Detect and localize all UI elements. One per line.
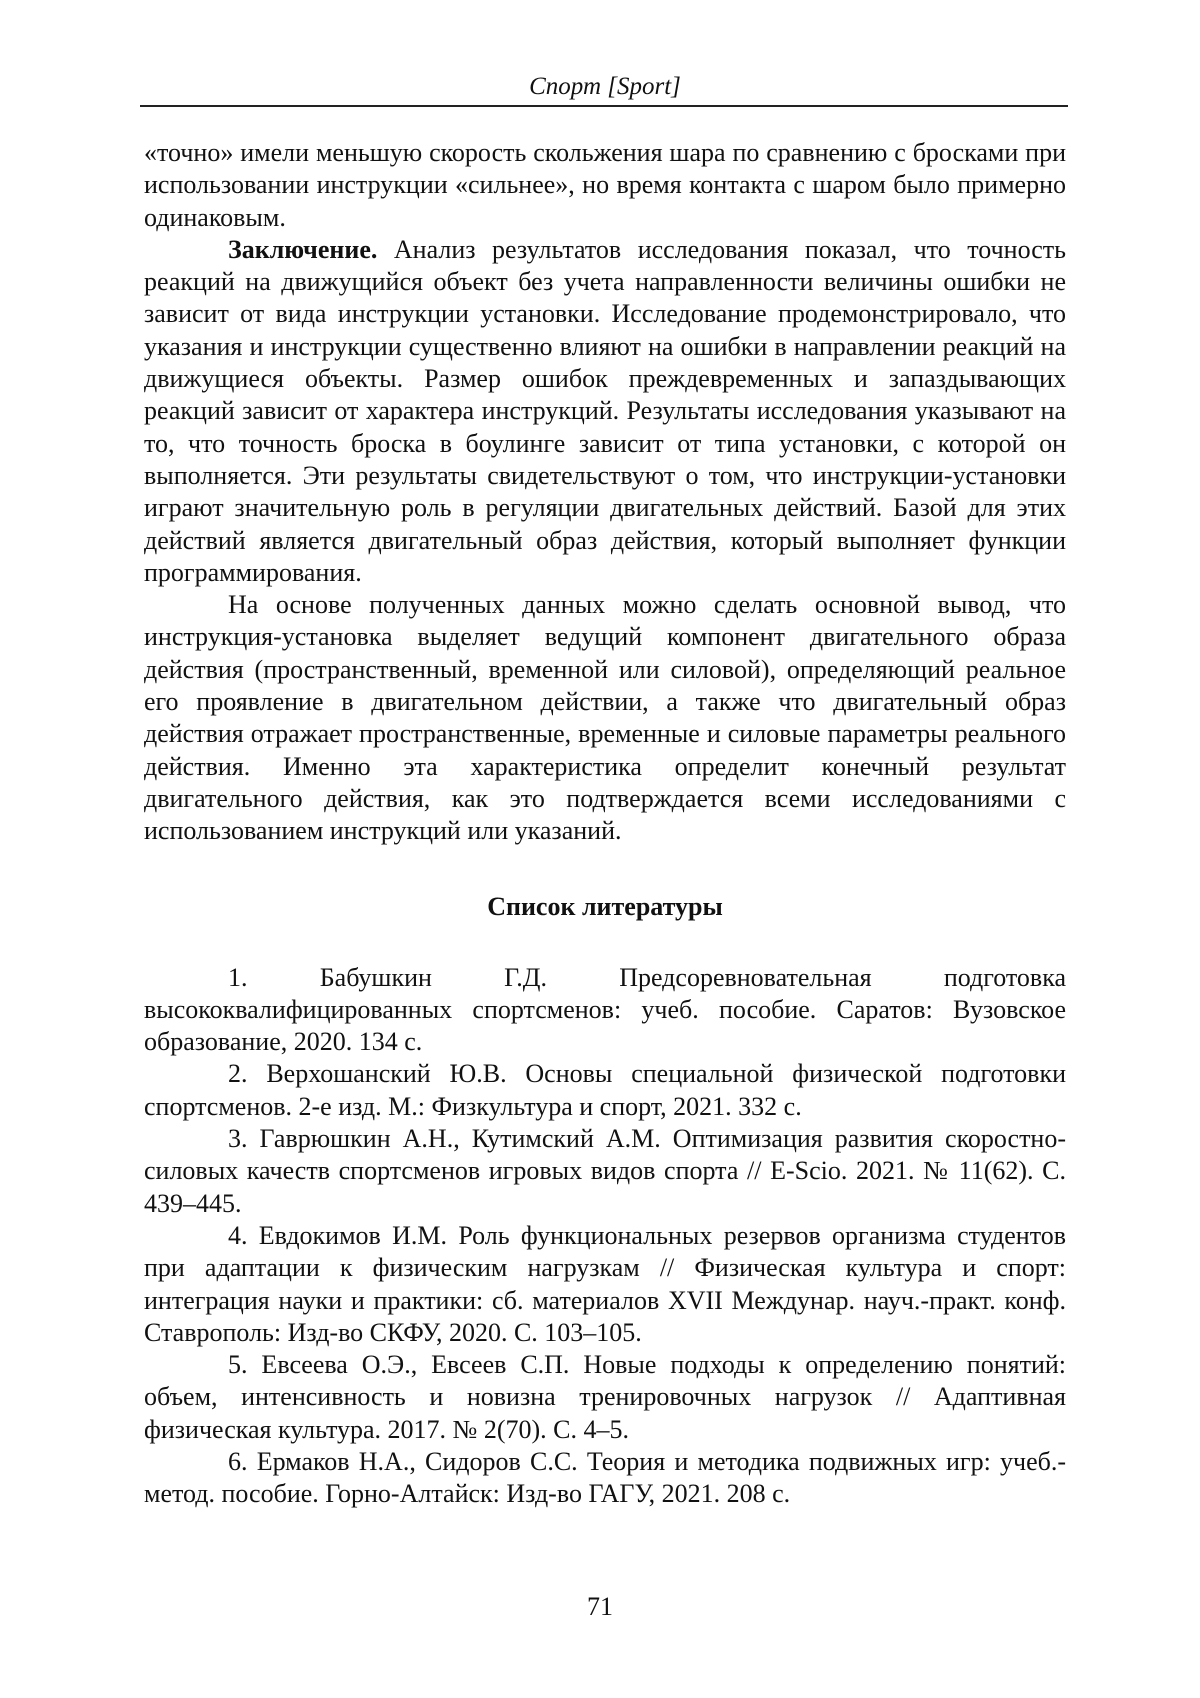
conclusion-heading: Заключение.	[228, 234, 378, 264]
reference-item: 6. Ермаков Н.А., Сидоров С.С. Теория и методика подвижных игр: учеб.-метод. пособие. Горно-Алтайск: Изд-во ГАГУ, 2021. 208 с.	[144, 1446, 1066, 1509]
reference-item: 2. Верхошанский Ю.В. Основы специальной физической подготовки спортсменов. 2-е изд. М.: Физкультура и спорт, 2021. 332 с.	[144, 1059, 1066, 1121]
running-title: Спорт [Sport]	[529, 73, 681, 100]
article-body	[144, 137, 1066, 1511]
references-title: Список литературы	[487, 891, 723, 921]
reference-item: 5. Евсеева О.Э., Евсеев С.П. Новые подходы к определению понятий: объем, интенсивность и новизна тренировочных нагрузок // Адаптивная физическая культура. 2017. № 2(70). С. 4–5.	[144, 1350, 1066, 1444]
reference-item: 1. Бабушкин Г.Д. Предсоревновательная подготовка высококвалифицированных спортсменов: учеб. пособие. Саратов: Вузовское образование, 2020. 134 с.	[144, 962, 1066, 1057]
main-conclusion-paragraph: На основе полученных данных можно сделать основной вывод, что инструкция-установка выделяет ведущий компонент двигательного образа действия (пространственный, временной или силовой), определяющий реальное его проявление в двигательном действии, а также что двигательный образ действия отражает пространственные, временные и силовые параметры реального действия. Именно эта характеристика определит конечный результат двигательного действия, как это подтверждается всеми исследованиями с использованием инструкций или указаний.	[144, 590, 1066, 846]
page-number: 71	[587, 1592, 613, 1621]
reference-item: 4. Евдокимов И.М. Роль функциональных резервов организма студентов при адаптации к физическим нагрузкам // Физическая культура и спорт: интеграция науки и практики: сб. материалов XVII Междунар. науч.-практ. конф. Ставрополь: Изд-во СКФУ, 2020. С. 103–105.	[144, 1220, 1066, 1347]
reference-list	[144, 962, 1066, 1511]
paragraph-continuation: «точно» имели меньшую скорость скольжения шара по сравнению с бросками при использовании инструкции «сильнее», но время контакта с шаром было примерно одинаковым.	[144, 138, 1066, 232]
reference-item: 3. Гаврюшкин А.Н., Кутимский А.М. Оптимизация развития скоростно-силовых качеств спортсменов игровых видов спорта // E-Scio. 2021. № 11(62). С. 439–445.	[144, 1124, 1066, 1218]
header-rule	[140, 105, 1068, 107]
conclusion-text: Анализ результатов исследования показал, что точность реакций на движущийся объект без учета направленности величины ошибки не зависит от вида инструкции установки. Исследование продемонстрировало, что указания и инструкции существенно влияют на ошибки в направлении реакций на движущиеся объекты. Размер ошибок преждевременных и запаздывающих реакций зависит от характера инструкций. Результаты исследования указывают на то, что точность броска в боулинге зависит от типа установки, с которой он выполняется. Эти результаты свидетельствуют о том, что инструкции-установки играют значительную роль в регуляции двигательных действий. Базой для этих действий является двигательный образ действия, который выполняет функции программирования.	[144, 234, 1066, 587]
conclusion-paragraph	[144, 234, 1066, 589]
